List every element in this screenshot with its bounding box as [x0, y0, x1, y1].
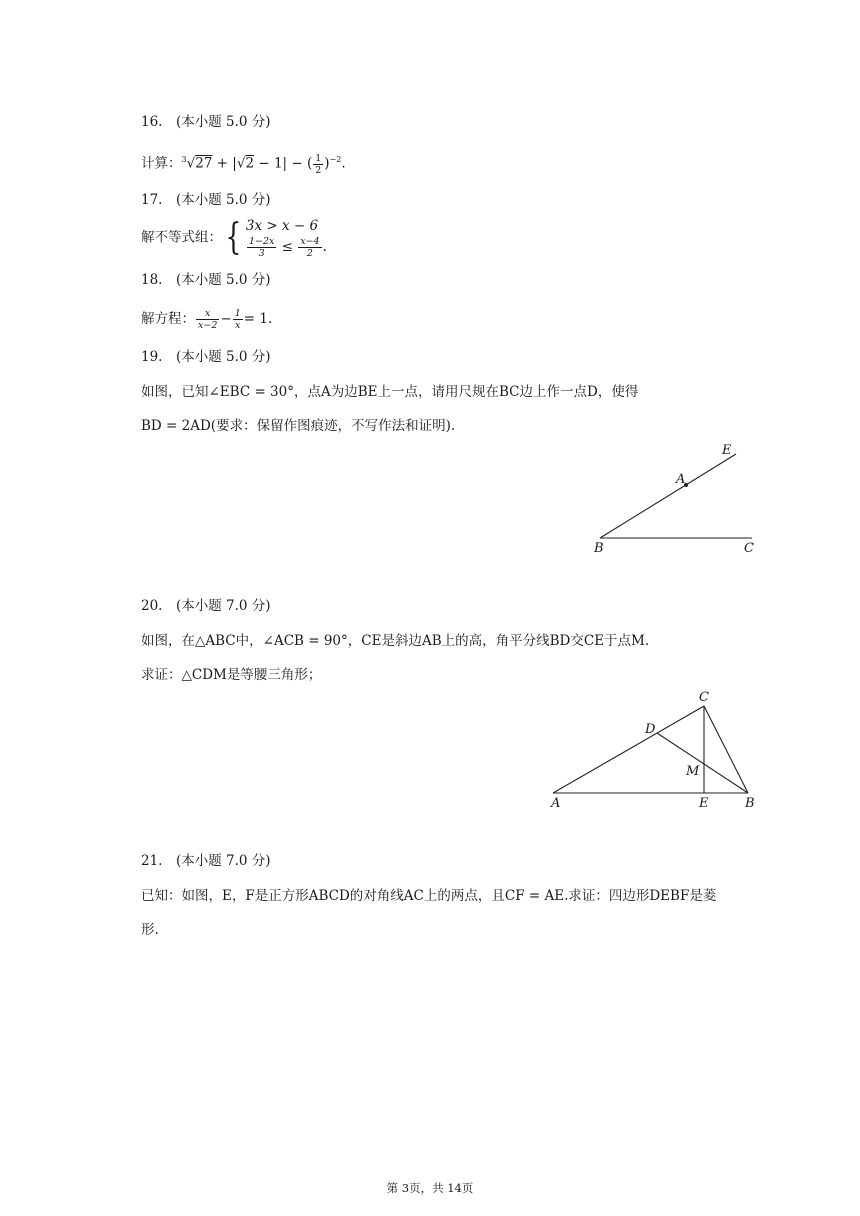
q16-abs-open: + | [212, 155, 237, 172]
q17-system [141, 216, 327, 259]
q21-line2: 形. [141, 922, 159, 938]
q18-rest: = 1 [243, 311, 268, 327]
label-A: A [551, 796, 561, 811]
label-B: B [745, 796, 755, 811]
figure-19 [580, 438, 780, 558]
label-E: E [722, 443, 732, 458]
q16-root-body: 27 [195, 155, 213, 172]
label-E: E [699, 796, 709, 811]
q17-rows [246, 216, 327, 259]
q21-line1: 已知：如图，E，F是正方形ABCD的对角线AC上的两点，且CF = AE.求证：四边形DEBF是菱 [141, 888, 717, 904]
q18-frac1: $\frac{x}{x-2}$ [198, 308, 218, 331]
q19-header: 19. (本小题 5.0 分) [141, 349, 271, 365]
q18-frac2: $\frac{1}{x}$ [234, 308, 241, 331]
q17-header: 17. (本小题 5.0 分) [141, 192, 271, 208]
label-B: B [594, 541, 604, 556]
figure-20 [540, 686, 770, 814]
label-C: C [699, 690, 709, 705]
q16-prefix: 计算： [141, 155, 182, 172]
q17-row2: $\frac{1-2x}{3}$ ≤ $\frac{x-4}{2}$ . [248, 236, 327, 259]
q18-header: 18. (本小题 5.0 分) [141, 272, 271, 288]
q20-header: 20. (本小题 7.0 分) [141, 598, 271, 614]
side-CB [704, 706, 748, 793]
q16-close: ) [324, 155, 330, 172]
q16-header: 16. (本小题 5.0 分) [141, 114, 271, 130]
q16-power: −2 [329, 155, 342, 164]
q17-row1: 3x > x − 6 [245, 218, 319, 234]
q16-fraction: $\frac{1}{2}$ [315, 152, 322, 176]
q16-root-index: 3 [181, 155, 187, 164]
q16-expression: 计算：$^3$√27 + |√2 − 1| − ( $\frac{1}{2}$ )$^{-2}$. [141, 152, 346, 176]
q18-prefix: 解方程： [141, 311, 195, 327]
label-C: C [744, 541, 754, 556]
page-footer: 第 3页，共 14页 [386, 1181, 474, 1195]
q19-line2: BD = 2AD(要求：保留作图痕迹，不写作法和证明). [141, 418, 456, 434]
q20-line2: 求证：△CDM是等腰三角形； [141, 667, 322, 683]
label-M: M [686, 764, 700, 779]
q21-header: 21. (本小题 7.0 分) [141, 853, 271, 869]
q17-left-frac: $\frac{1-2x}{3}$ [248, 236, 275, 259]
q16-end: . [341, 155, 346, 172]
q18-minus: − [220, 311, 232, 327]
label-D: D [645, 722, 656, 737]
ray-BE [600, 454, 736, 538]
q16-sqrt2: 2 [245, 155, 255, 172]
q17-prefix: 解不等式组： [141, 229, 222, 246]
q16-abs-rest: − 1| − ( [254, 155, 313, 172]
q19-line1: 如图，已知∠EBC = 30°，点A为边BE上一点，请用尺规在BC边上作一点D，使得 [141, 384, 639, 400]
q18-end: . [267, 311, 273, 327]
q18-equation [141, 308, 272, 331]
q17-brace: { [225, 216, 242, 258]
label-A: A [676, 472, 686, 487]
bisector-BD [657, 733, 748, 793]
q17-right-frac: $\frac{x-4}{2}$ [300, 236, 320, 259]
q20-line1: 如图，在△ABC中，∠ACB = 90°，CE是斜边AB上的高，角平分线BD交CE于点M. [141, 633, 650, 649]
